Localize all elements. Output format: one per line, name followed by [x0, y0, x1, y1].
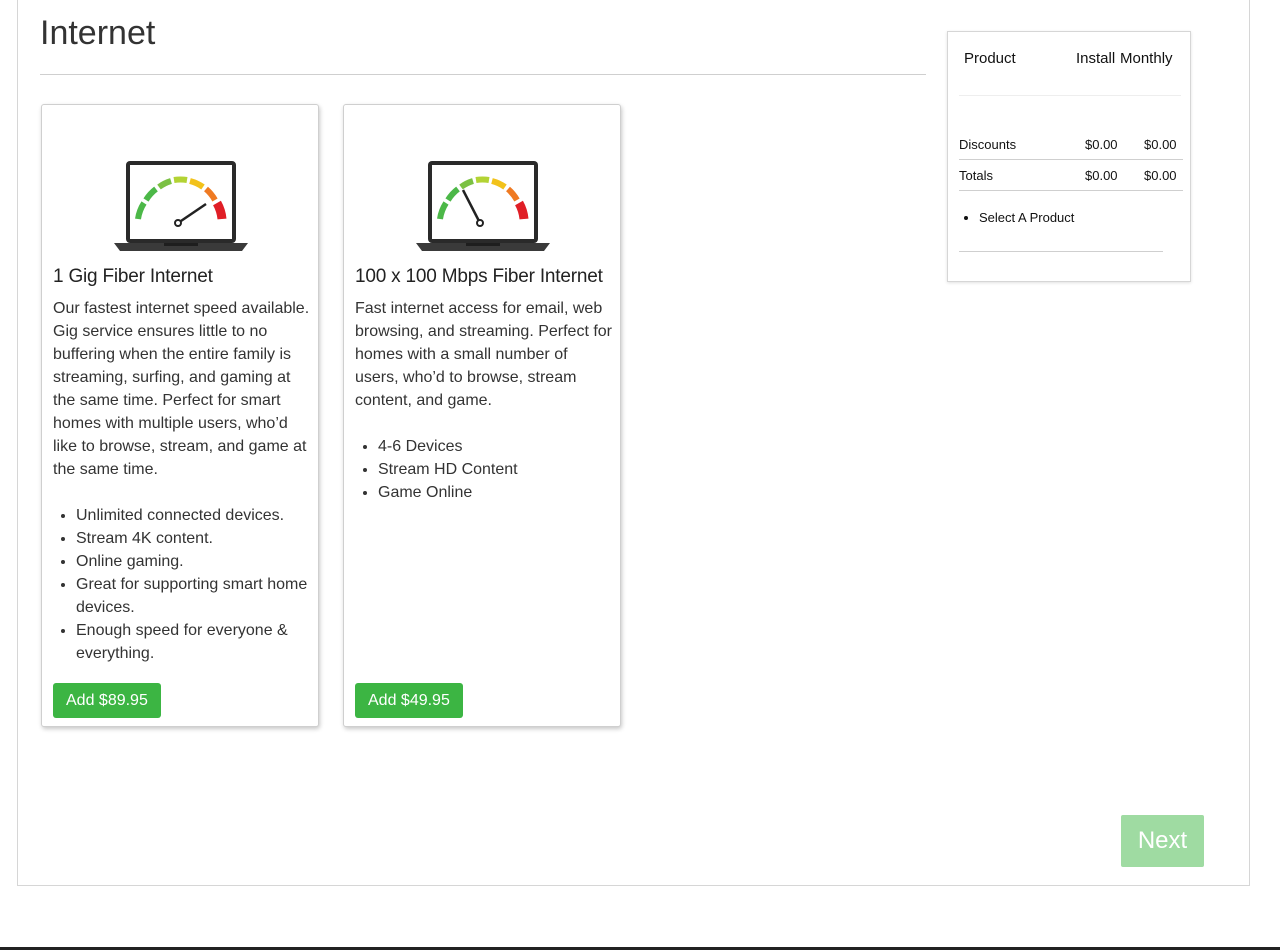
row-monthly-value: $0.00 — [1144, 137, 1177, 152]
summary-row-discounts — [959, 129, 1183, 159]
feature-item: • 4-6 Devices — [378, 435, 613, 458]
feature-item: • Stream 4K content. — [76, 527, 311, 550]
list-item: • Select A Product — [979, 210, 1074, 225]
feature-item: • Stream HD Content — [378, 458, 613, 481]
row-install-value: $0.00 — [1085, 168, 1118, 183]
laptop-speedometer-high-icon — [114, 159, 248, 253]
divider — [959, 190, 1183, 191]
product-card-1-gig — [41, 104, 319, 727]
row-monthly-value: $0.00 — [1144, 168, 1177, 183]
divider — [959, 95, 1181, 96]
product-description-block — [53, 297, 311, 665]
selected-products-list — [959, 210, 1074, 225]
row-label: Totals — [959, 168, 993, 183]
summary-header-product: Product — [964, 50, 1016, 67]
laptop-speedometer-mid-icon — [416, 159, 550, 253]
row-label: Discounts — [959, 137, 1017, 152]
summary-header-monthly: Monthly — [1120, 50, 1173, 67]
page-title: Internet — [40, 14, 156, 52]
feature-item: • Great for supporting smart home devices. — [76, 573, 311, 619]
add-100-mbps-button[interactable]: Add $49.95 — [355, 683, 463, 718]
feature-item: • Unlimited connected devices. — [76, 504, 311, 527]
product-card-100-mbps — [343, 104, 621, 727]
feature-list — [355, 435, 613, 504]
product-description-block — [355, 297, 613, 504]
next-button[interactable]: Next — [1121, 815, 1204, 867]
summary-header-install: Install — [1076, 50, 1116, 67]
product-description: Fast internet access for email, web browsing, and streaming. Perfect for homes with a small number of users, who’d to browse, stream content, and game. — [355, 300, 613, 409]
product-description: Our fastest internet speed available. Gig service ensures little to no buffering when the entire family is streaming, surfing, and gaming at the same time. Perfect for smart homes with multiple users, who’d like to browse, stream, and game at the same time. — [53, 300, 310, 478]
product-title: 1 Gig Fiber Internet — [53, 266, 213, 287]
feature-item: • Enough speed for everyone & everything. — [76, 619, 311, 665]
summary-row-totals — [959, 160, 1183, 190]
feature-item: • Online gaming. — [76, 550, 311, 573]
divider — [959, 251, 1163, 252]
feature-list — [53, 504, 311, 665]
add-1-gig-button[interactable]: Add $89.95 — [53, 683, 161, 718]
product-title: 100 x 100 Mbps Fiber Internet — [355, 266, 603, 287]
title-divider — [40, 74, 926, 75]
feature-item: • Game Online — [378, 481, 613, 504]
order-summary — [947, 31, 1191, 282]
row-install-value: $0.00 — [1085, 137, 1118, 152]
